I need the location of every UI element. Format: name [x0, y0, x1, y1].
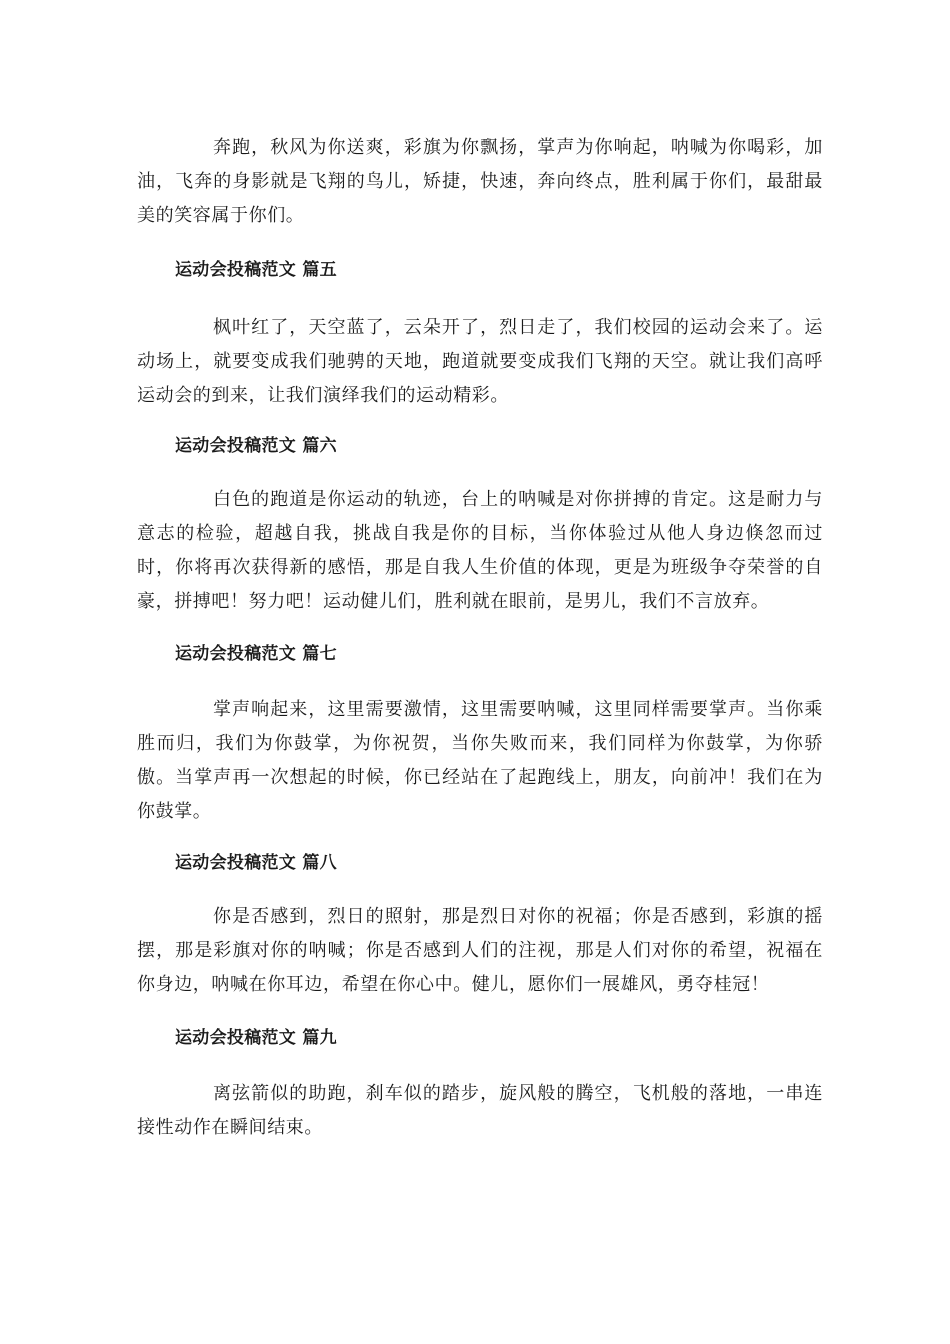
section-heading-5: 运动会投稿范文 篇五	[175, 260, 337, 280]
paragraph-8: 你是否感到，烈日的照射，那是烈日对你的祝福；你是否感到，彩旗的摇摆，那是彩旗对你的呐喊；你是否感到人们的注视，那是人们对你的希望，祝福在你身边，呐喊在你耳边，希望在你心中。健儿，愿你们一展雄风，勇夺桂冠！	[137, 906, 823, 995]
paragraph-9: 离弦箭似的助跑，刹车似的踏步，旋风般的腾空，飞机般的落地，一串连接性动作在瞬间结束。	[137, 1083, 823, 1138]
paragraph-5: 枫叶红了，天空蓝了，云朵开了，烈日走了，我们校园的运动会来了。运动场上，就要变成我们驰骋的天地，跑道就要变成我们飞翔的天空。就让我们高呼运动会的到来，让我们演绎我们的运动精彩。	[137, 317, 823, 406]
section-heading-9: 运动会投稿范文 篇九	[175, 1028, 337, 1048]
section-heading-7: 运动会投稿范文 篇七	[175, 644, 337, 664]
paragraph-intro: 奔跑，秋风为你送爽，彩旗为你飘扬，掌声为你响起，呐喊为你喝彩，加油，飞奔的身影就是飞翔的鸟儿，矫捷，快速，奔向终点，胜利属于你们，最甜最美的笑容属于你们。	[137, 137, 823, 226]
paragraph-6: 白色的跑道是你运动的轨迹，台上的呐喊是对你拼搏的肯定。这是耐力与意志的检验，超越自我，挑战自我是你的目标，当你体验过从他人身边倏忽而过时，你将再次获得新的感悟，那是自我人生价值的体现，更是为班级争夺荣誉的自豪，拼搏吧！努力吧！运动健儿们，胜利就在眼前，是男儿，我们不言放弃。	[137, 489, 823, 612]
paragraph-7: 掌声响起来，这里需要激情，这里需要呐喊，这里同样需要掌声。当你乘胜而归，我们为你鼓掌，为你祝贺，当你失败而来，我们同样为你鼓掌，为你骄傲。当掌声再一次想起的时候，你已经站在了起跑线上，朋友，向前冲！我们在为你鼓掌。	[137, 699, 823, 822]
section-heading-6: 运动会投稿范文 篇六	[175, 436, 337, 456]
section-heading-8: 运动会投稿范文 篇八	[175, 853, 337, 873]
